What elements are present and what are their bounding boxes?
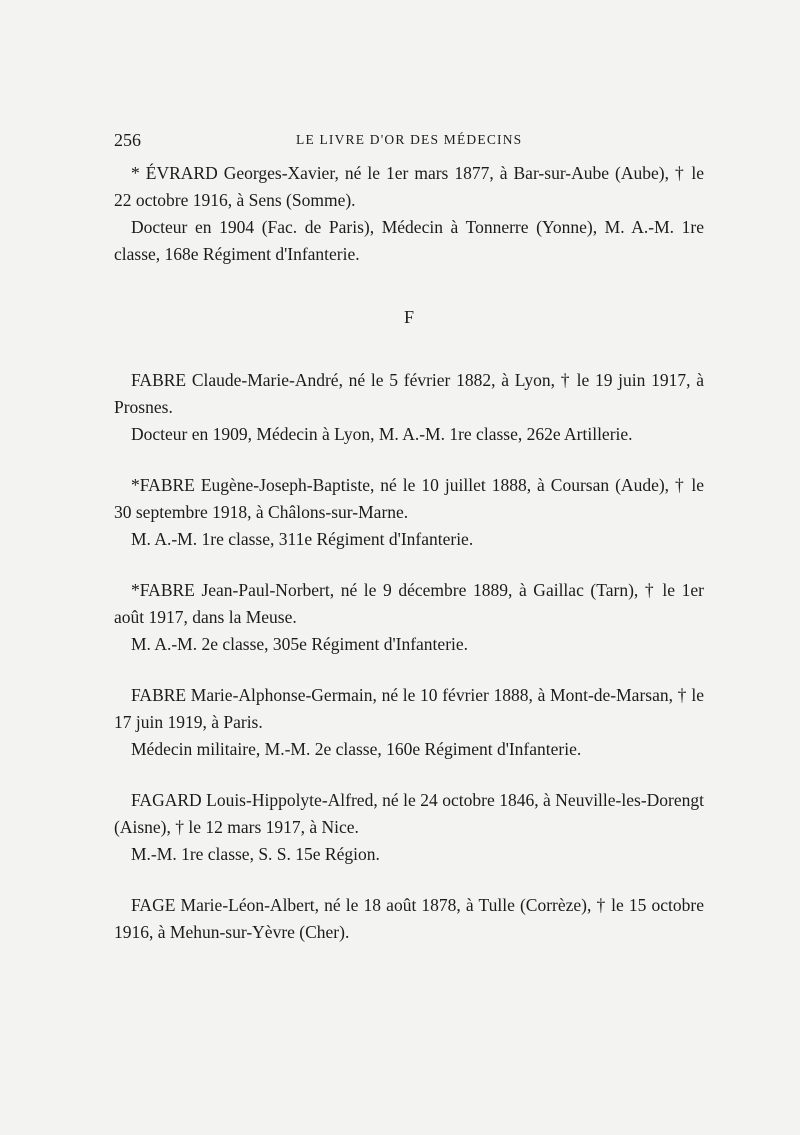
entry-text: *FABRE Jean-Paul-Norbert, né le 9 décembre 1889, à Gaillac (Tarn), † le 1er août 1917, dans la Meuse. <box>114 580 704 627</box>
entry-text: FAGE Marie-Léon-Albert, né le 18 août 1878, à Tulle (Corrèze), † le 15 octobre 1916, à Mehun-sur-Yèvre (Cher). <box>114 895 704 942</box>
entry-fabre-jean <box>114 577 704 658</box>
entry-text: * ÉVRARD Georges-Xavier, né le 1er mars 1877, à Bar-sur-Aube (Aube), † le 22 octobre 1916, à Sens (Somme). <box>114 163 704 210</box>
page-body <box>114 160 704 970</box>
entry-text: Docteur en 1909, Médecin à Lyon, M. A.-M. 1re classe, 262e Artillerie. <box>131 424 633 444</box>
entry-text: M.-M. 1re classe, S. S. 15e Région. <box>131 844 380 864</box>
running-title: LE LIVRE D'OR DES MÉDECINS <box>296 132 523 147</box>
entry-evrard <box>114 160 704 268</box>
entry-text: M. A.-M. 2e classe, 305e Régiment d'Infanterie. <box>131 634 469 654</box>
entry-text: Médecin militaire, M.-M. 2e classe, 160e Régiment d'Infanterie. <box>131 739 582 759</box>
entry-text: FABRE Marie-Alphonse-Germain, né le 10 février 1888, à Mont-de-Marsan, † le 17 juin 1919, à Paris. <box>114 685 704 732</box>
entry-text: M. A.-M. 1re classe, 311e Régiment d'Infanterie. <box>131 529 474 549</box>
entry-fage-marie <box>114 892 704 946</box>
entry-fabre-claude <box>114 367 704 448</box>
section-letter: F <box>403 307 414 327</box>
entry-fagard-louis <box>114 787 704 868</box>
page-number: 256 <box>114 130 141 150</box>
entry-text: Docteur en 1904 (Fac. de Paris), Médecin à Tonnerre (Yonne), M. A.-M. 1re classe, 168e Régiment d'Infanterie. <box>114 217 704 264</box>
entry-text: FABRE Claude-Marie-André, né le 5 février 1882, à Lyon, † le 19 juin 1917, à Prosnes. <box>114 370 704 417</box>
entry-text: *FABRE Eugène-Joseph-Baptiste, né le 10 juillet 1888, à Coursan (Aude), † le 30 septembre 1918, à Châlons-sur-Marne. <box>114 475 704 522</box>
entry-text: FAGARD Louis-Hippolyte-Alfred, né le 24 octobre 1846, à Neuville-les-Dorengt (Aisne), † le 12 mars 1917, à Nice. <box>114 790 704 837</box>
entry-fabre-eugene <box>114 472 704 553</box>
entry-fabre-marie <box>114 682 704 763</box>
